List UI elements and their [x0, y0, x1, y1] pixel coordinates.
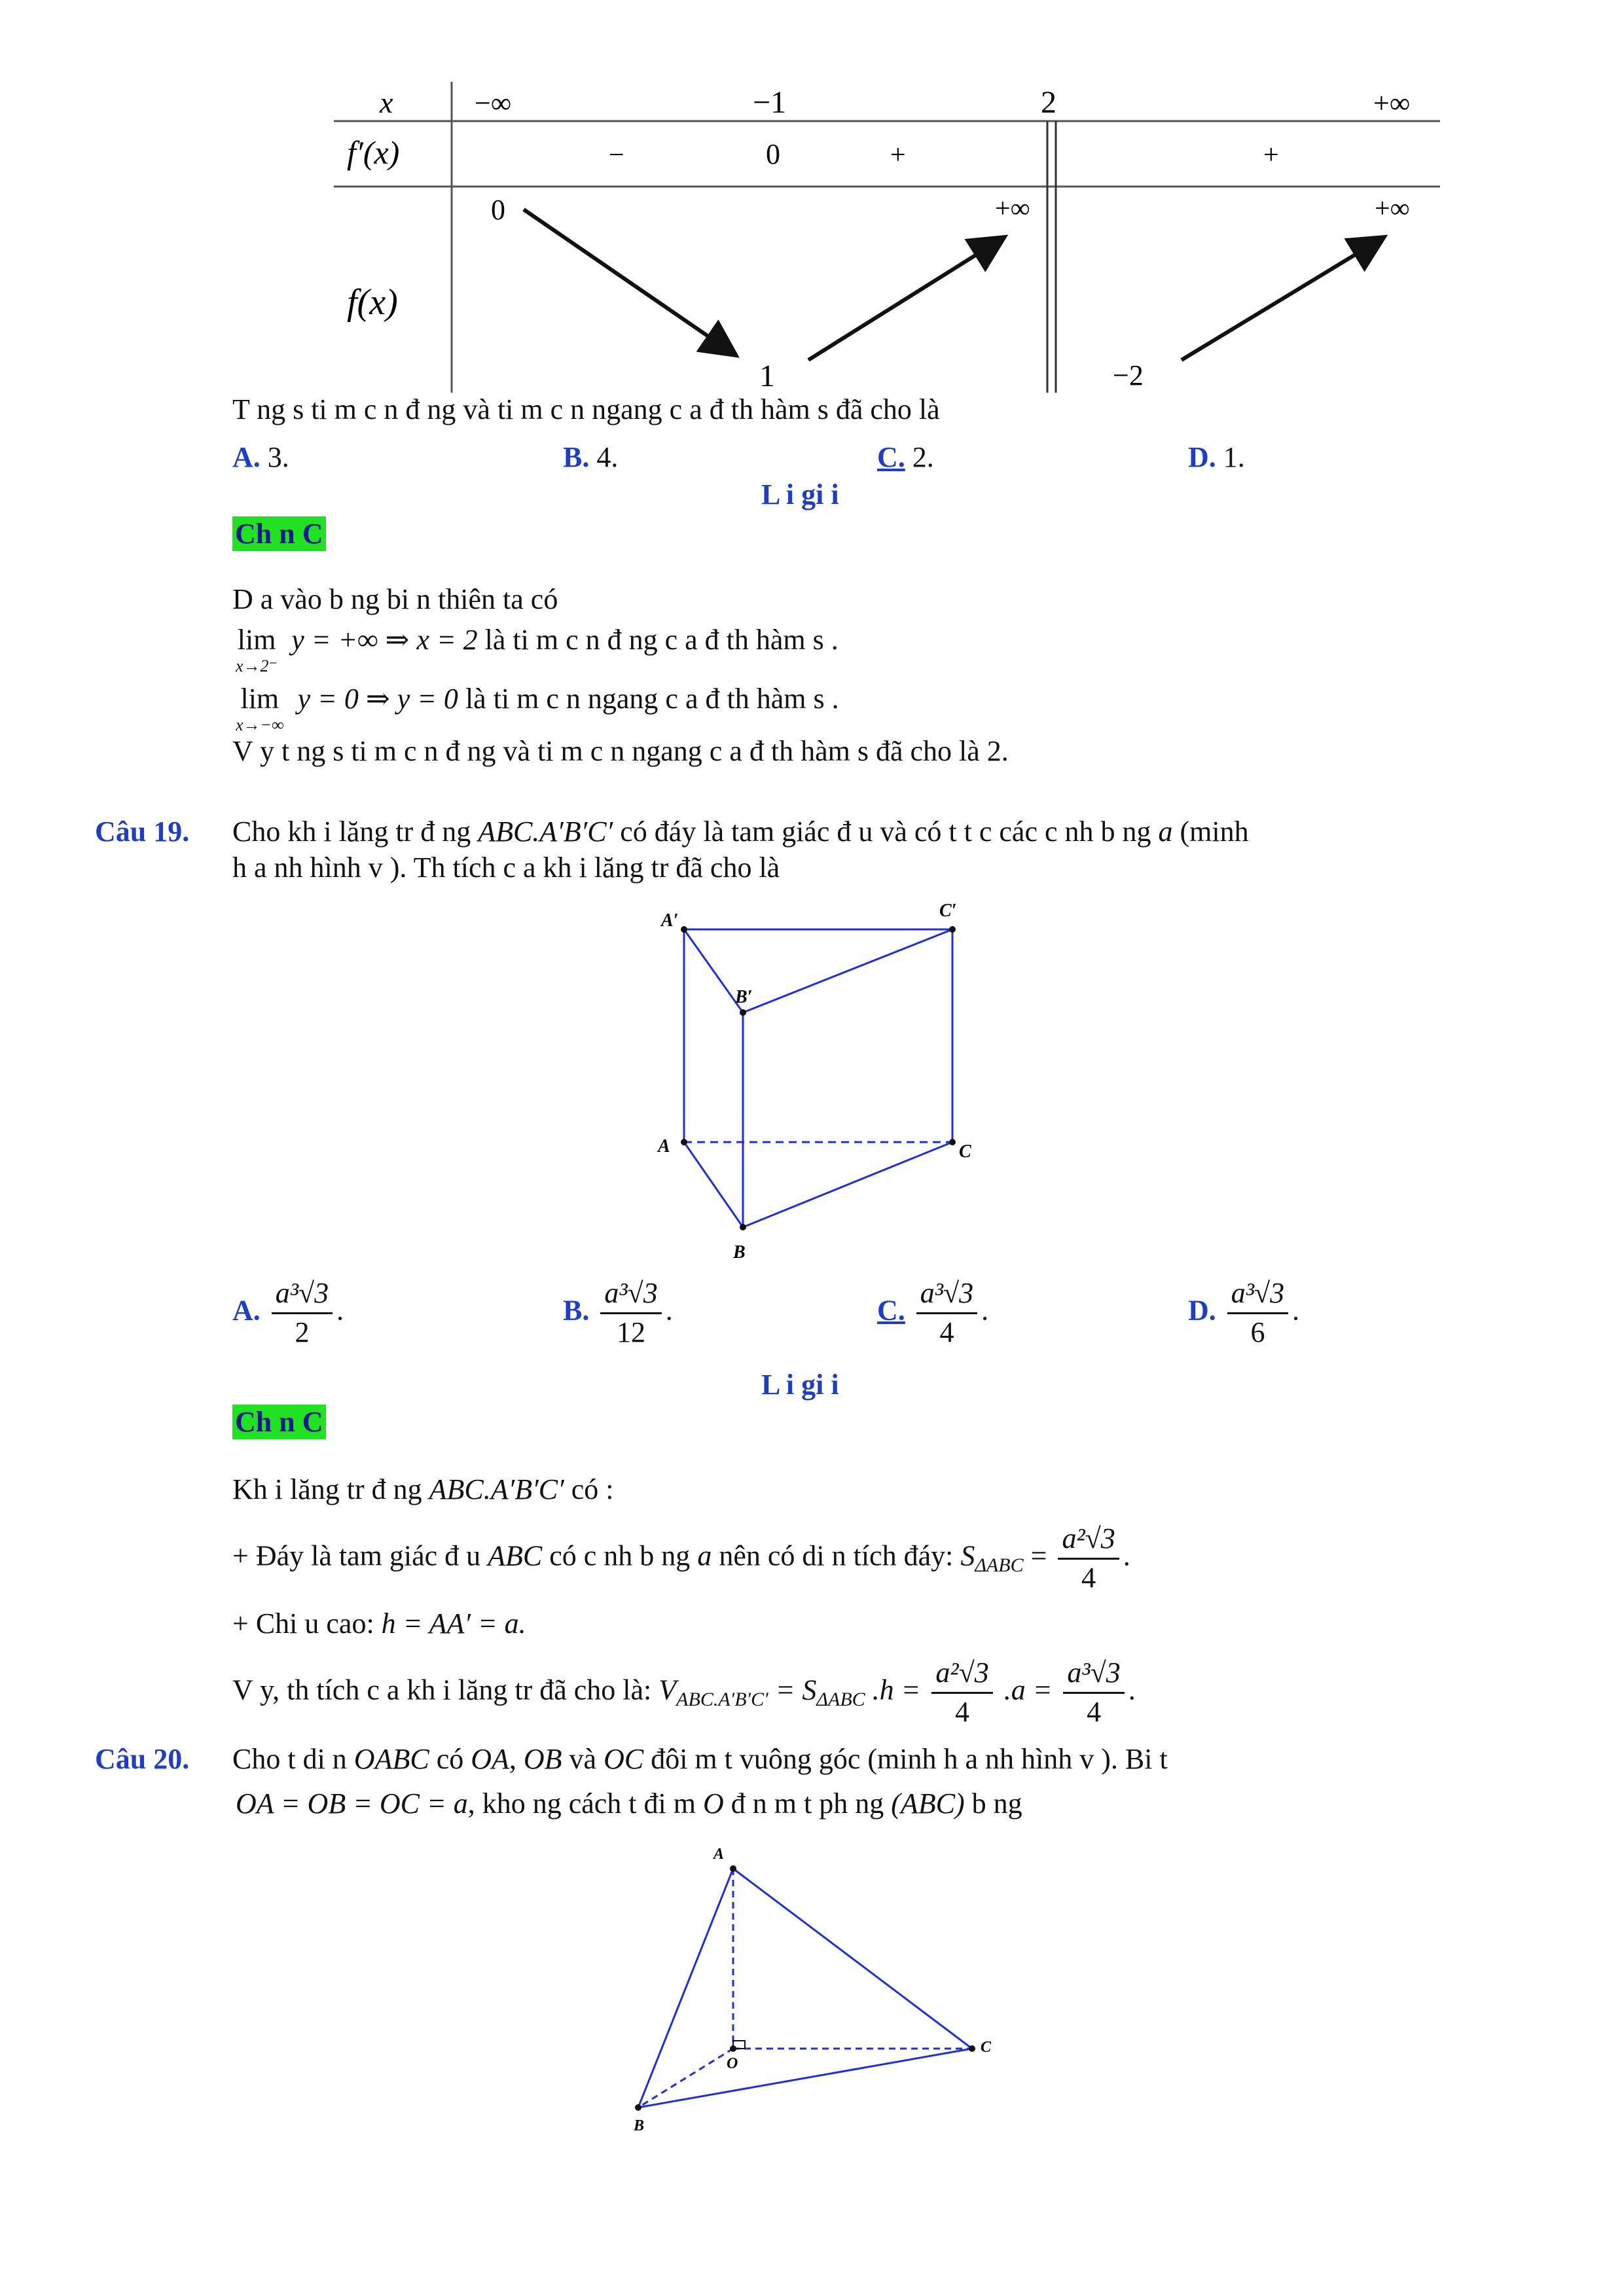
q19-option-a: A. $\frac{\text{a³√3}}{2}$ . — [232, 1276, 344, 1350]
option-den: 6 — [1250, 1316, 1265, 1348]
area-symbol: S — [960, 1539, 975, 1572]
area-den: 4 — [1081, 1561, 1096, 1594]
q19-sol-line-4: V y, th tích c a kh i lăng tr đã cho là: $V_{ABC.A'B'C'} = S_{\Delta ABC}$ .h = $\frac{\text{a²√3}}{4}$ .a = $\frac{\text{a³√3}}{4}$ . — [232, 1656, 1136, 1730]
q18-solution-title: L i gi i — [761, 478, 839, 511]
lim-sub: x→−∞ — [236, 715, 284, 734]
option-num: a³√3 — [272, 1276, 333, 1314]
formula-part: .h = — [872, 1674, 921, 1706]
q19-option-c: C. $\frac{\text{a³√3}}{4}$ . — [877, 1276, 988, 1350]
option-label: B. — [563, 1294, 590, 1327]
vertex-b-prime: B′ — [735, 987, 753, 1007]
frac-den: 4 — [955, 1695, 970, 1728]
option-value: 2. — [912, 441, 934, 473]
text: , kho ng cách t đi m — [467, 1787, 696, 1820]
prism-name: ABC.A′B′C′ — [429, 1473, 564, 1505]
f-val-zero: 0 — [491, 194, 505, 226]
plane-name: (ABC) — [891, 1787, 965, 1820]
area-subscript: ΔABC — [816, 1689, 865, 1711]
lim-text: là ti m c n ngang c a đ th hàm s . — [465, 683, 839, 715]
vertex-c-prime: C′ — [939, 901, 957, 921]
conclusion-value: 2. — [986, 735, 1009, 767]
q19-option-d: D. $\frac{\text{a³√3}}{6}$ . — [1188, 1276, 1299, 1350]
option-value: 4. — [596, 441, 619, 473]
vertex-c: C — [959, 1141, 971, 1162]
text: b ng — [971, 1787, 1022, 1820]
option-label: C. — [877, 1294, 905, 1327]
prism-name: ABC.A′B′C′ — [478, 816, 613, 848]
q18-option-a — [232, 440, 289, 475]
formula-part: .a = — [1003, 1674, 1053, 1706]
option-label: D. — [1188, 1294, 1216, 1327]
f-val-pos-inf-1: +∞ — [995, 194, 1030, 224]
volume-symbol: V — [659, 1674, 677, 1706]
fp-zero: 0 — [766, 138, 780, 170]
text: V y, th tích c a kh i lăng tr đã cho là: — [232, 1674, 652, 1706]
option-label: A. — [232, 441, 261, 473]
text: có : — [571, 1473, 614, 1505]
area-subscript: ΔABC — [975, 1554, 1024, 1577]
text: nên có di n tích đáy: — [719, 1539, 954, 1572]
conclusion-text: V y t ng s ti m c n đ ng và ti m c n ngang c a đ th hàm s đã cho là — [232, 735, 980, 767]
q18-line-1: D a vào b ng bi n thiên ta có — [232, 583, 558, 615]
lim-expr: y = +∞ ⇒ x = 2 — [291, 624, 478, 656]
q18-conclusion — [232, 734, 1009, 769]
text: Cho kh i lăng tr đ ng — [232, 816, 471, 848]
arrow-increase-2 — [1182, 239, 1381, 360]
vertex-b: B — [733, 1242, 746, 1263]
q18-question: T ng s ti m c n đ ng và ti m c n ngang c a đ th hàm s đã cho là — [232, 393, 940, 425]
prism-figure — [628, 890, 982, 1263]
text: Kh i lăng tr đ ng — [232, 1473, 422, 1505]
q18-option-b — [563, 440, 618, 475]
formula-part: = S — [775, 1674, 817, 1706]
q20-number — [95, 1742, 189, 1777]
point-o: O — [702, 1787, 724, 1820]
text: có đáy là tam giác đ u và có t t c các c nh b ng — [620, 816, 1151, 848]
question-number: Câu 19. — [95, 816, 190, 848]
frac-den: 4 — [1087, 1695, 1102, 1728]
vertex-a: A — [658, 1136, 670, 1157]
text: đôi m t vuông góc (minh h a nh hình v ). Bi t — [651, 1743, 1168, 1775]
lim-op: lim — [237, 624, 276, 656]
x-val-minus-one: −1 — [753, 85, 787, 120]
q20-question-line-1: Cho t di n OABC có OA, OB và OC đôi m t vuông góc (minh h a nh hình v ). Bi t — [232, 1743, 1168, 1775]
text: (minh — [1180, 816, 1249, 848]
q18-choice-badge: Ch n C — [232, 516, 326, 551]
q18-option-d — [1188, 440, 1245, 475]
tetrahedron-figure — [615, 1833, 1021, 2140]
option-value: 1. — [1223, 441, 1245, 473]
vertex-b: B — [634, 2117, 645, 2134]
seg-oc: OC — [604, 1743, 644, 1775]
q19-question-line-1 — [232, 815, 1249, 850]
lim-expr: y = 0 ⇒ y = 0 — [297, 683, 458, 715]
table-fp-label: f′(x) — [347, 134, 400, 171]
variation-table — [327, 72, 1453, 412]
triangle-name: ABC — [488, 1539, 543, 1572]
question-number: Câu 20. — [95, 1743, 190, 1775]
seg-oa: OA — [471, 1743, 509, 1775]
frac-num: a³√3 — [1063, 1656, 1124, 1694]
q20-question-line-2 — [236, 1787, 1022, 1821]
q19-option-b: B. $\frac{\text{a³√3}}{12}$ . — [563, 1276, 673, 1350]
table-x-label: x — [380, 86, 393, 119]
area-num: a²√3 — [1058, 1522, 1119, 1560]
volume-subscript: ABC.A′B′C′ — [676, 1689, 768, 1711]
lim-sub: x→2⁻ — [236, 656, 278, 675]
option-den: 2 — [295, 1316, 310, 1348]
tetra-name: OABC — [353, 1743, 429, 1775]
q18-limit-2 — [236, 682, 839, 734]
lim-text: là ti m c n đ ng c a đ th hàm s . — [484, 624, 839, 656]
q18-limit-1 — [236, 623, 839, 675]
lim-op: lim — [240, 683, 280, 715]
vertex-c: C — [981, 2039, 992, 2056]
text: và — [569, 1743, 597, 1775]
f-val-minus-two: −2 — [1113, 359, 1144, 391]
seg-ob: OB — [523, 1743, 562, 1775]
fp-sign-3: + — [1263, 140, 1279, 170]
q19-choice-badge: Ch n C — [232, 1405, 326, 1439]
text: + Chi u cao: — [232, 1607, 374, 1640]
arrow-increase-1 — [808, 239, 1001, 360]
option-value: 3. — [267, 441, 289, 473]
q19-sol-line-3 — [232, 1607, 526, 1641]
q18-option-c — [877, 440, 934, 475]
option-label: C. — [877, 441, 905, 473]
option-den: 4 — [939, 1316, 954, 1348]
arrow-decrease — [524, 209, 733, 353]
fp-sign-2: + — [890, 140, 906, 170]
table-f-label: f(x) — [347, 282, 398, 323]
option-num: a³√3 — [600, 1276, 661, 1314]
q19-question-line-2: h a nh hình v ). Th tích c a kh i lăng tr đã cho là — [232, 852, 780, 884]
x-val-neg-inf: −∞ — [475, 87, 512, 119]
text: Cho t di n — [232, 1743, 347, 1775]
frac-num: a²√3 — [931, 1656, 992, 1694]
q19-sol-line-1 — [232, 1473, 613, 1507]
text: đ n m t ph ng — [731, 1787, 884, 1820]
vertex-a-prime: A′ — [661, 910, 679, 931]
vertex-o: O — [727, 2055, 738, 2072]
option-den: 12 — [617, 1316, 646, 1348]
q19-number — [95, 815, 189, 850]
x-val-pos-inf: +∞ — [1373, 87, 1411, 119]
q19-solution-title: L i gi i — [761, 1369, 839, 1401]
option-num: a³√3 — [1227, 1276, 1288, 1314]
x-val-two: 2 — [1041, 85, 1056, 120]
f-val-one: 1 — [759, 359, 775, 393]
text: + Đáy là tam giác đ u — [232, 1539, 481, 1572]
q19-sol-line-2: + Đáy là tam giác đ u ABC có c nh b ng a nên có di n tích đáy: $S_{\Delta ABC}$ = $\frac{\text{a²√3}}{4}$ . — [232, 1522, 1130, 1596]
f-val-pos-inf-2: +∞ — [1375, 194, 1410, 224]
option-label: A. — [232, 1294, 261, 1327]
vertex-a: A — [713, 1846, 725, 1863]
option-num: a³√3 — [916, 1276, 977, 1314]
text: có — [436, 1743, 464, 1775]
option-label: B. — [563, 441, 590, 473]
option-label: D. — [1188, 441, 1216, 473]
equation: OA = OB = OC = a — [236, 1787, 468, 1820]
text: có c nh b ng — [549, 1539, 691, 1572]
var-a: a — [697, 1539, 712, 1572]
height-formula: h = AA′ = a. — [381, 1607, 526, 1640]
fp-sign-1: − — [609, 140, 624, 170]
var-a: a — [1158, 816, 1173, 848]
